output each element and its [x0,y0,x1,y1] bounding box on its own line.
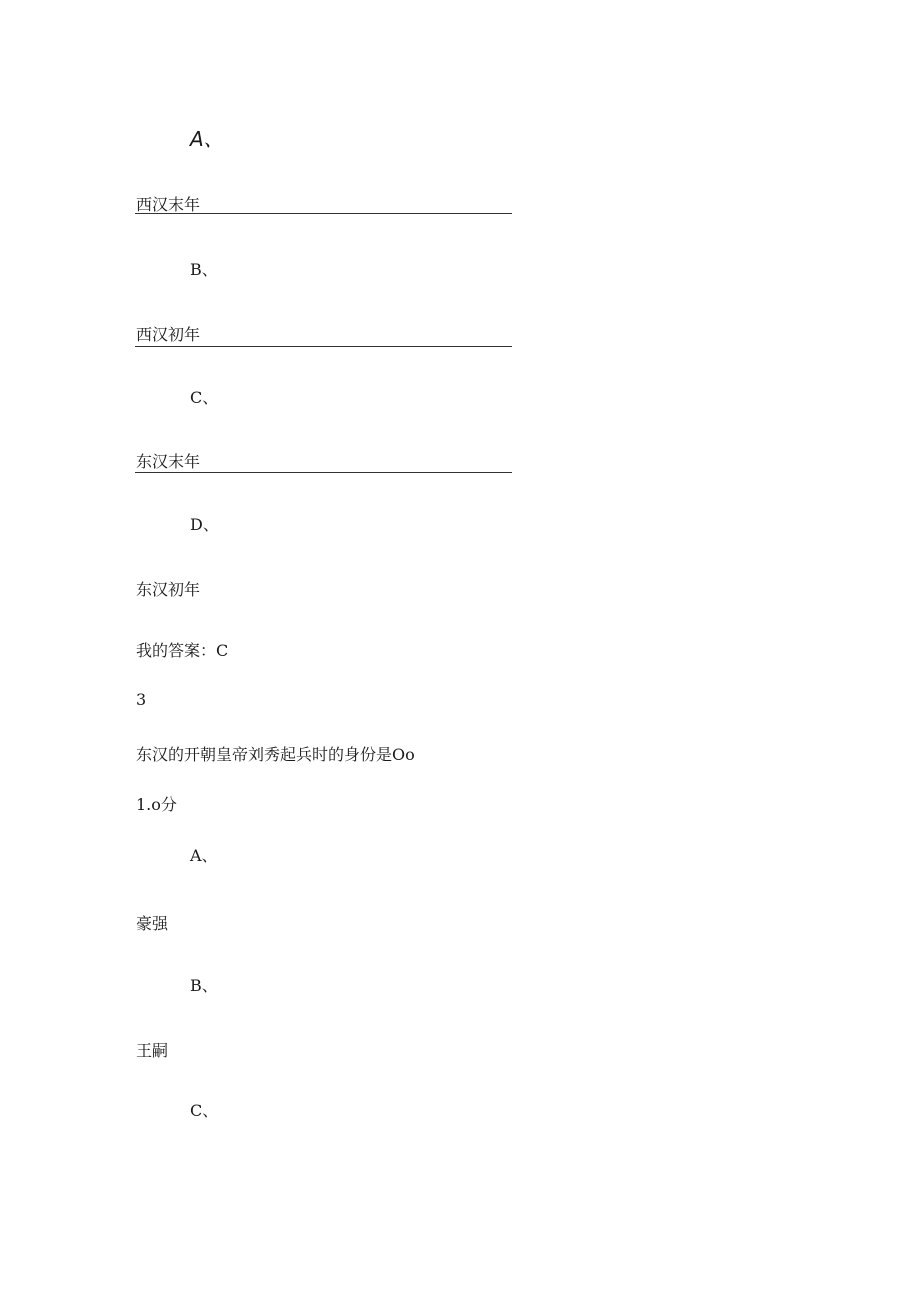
question-score: 1.o分 [136,795,177,814]
option-c-text: 东汉末年 [136,452,201,471]
q3-option-b-text: 王嗣 [136,1041,169,1060]
option-a-underline [135,213,512,214]
option-b-text: 西汉初年 [136,325,201,344]
option-d-text: 东汉初年 [136,580,201,599]
option-b-letter: B、 [190,260,218,279]
option-c-letter: C、 [190,388,219,407]
q3-option-a-text: 豪强 [136,914,169,933]
option-d-letter: D、 [190,515,219,534]
q3-option-a-letter: A、 [190,846,218,865]
question-number: 3 [136,690,147,709]
option-b-underline [135,346,512,347]
my-answer: 我的答案：C [136,641,229,660]
option-a-text: 西汉末年 [136,195,201,214]
question-stem: 东汉的开朝皇帝刘秀起兵时的身份是Oo [136,745,415,764]
option-c-underline [135,472,512,473]
q3-option-c-letter: C、 [190,1101,219,1120]
q3-option-b-letter: B、 [190,976,218,995]
option-a-letter: A、 [190,127,224,151]
